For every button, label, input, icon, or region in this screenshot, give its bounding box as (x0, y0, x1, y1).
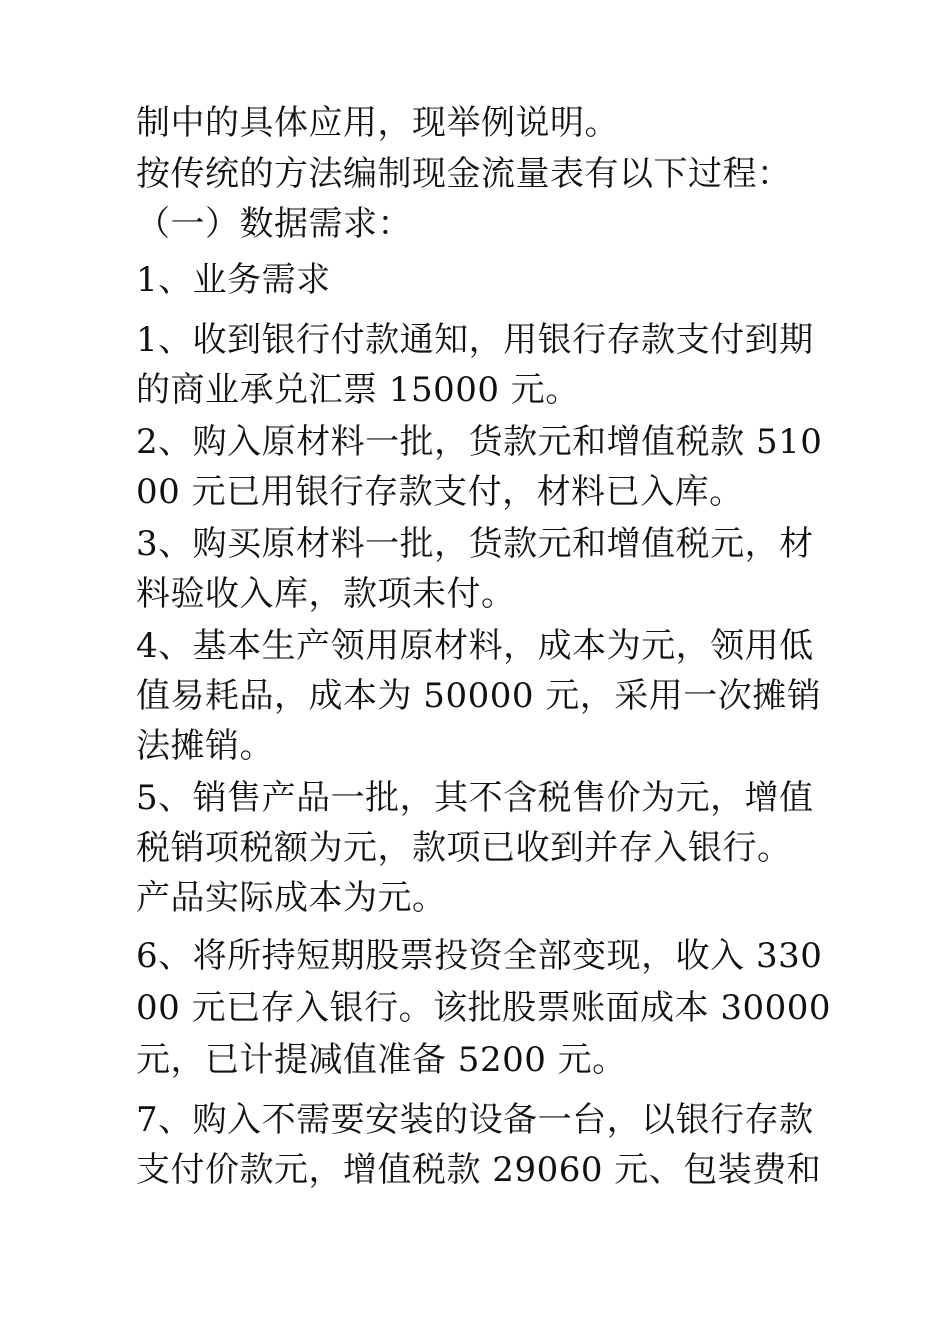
text-line: 00 元已用银行存款支付，材料已入库。 (136, 472, 744, 512)
text-line: 1、收到银行付款通知，用银行存款支付到期 (136, 320, 814, 360)
text-line: 料验收入库，款项未付。 (136, 574, 516, 614)
text-line: 3、购买原材料一批，货款元和增值税元，材 (136, 524, 814, 564)
text-line: 按传统的方法编制现金流量表有以下过程： (136, 154, 792, 194)
text-line: 法摊销。 (136, 726, 274, 766)
text-line: 4、基本生产领用原材料，成本为元，领用低 (136, 626, 814, 666)
subsection-heading: 1、业务需求 (136, 260, 331, 300)
text-line: 5、销售产品一批，其不含税售价为元，增值 (136, 778, 814, 818)
text-line: 产品实际成本为元。 (136, 878, 447, 918)
section-heading: （一）数据需求： (136, 204, 412, 244)
text-line: 的商业承兑汇票 15000 元。 (136, 370, 580, 410)
text-line: 制中的具体应用，现举例说明。 (136, 103, 619, 143)
text-line: 税销项税额为元，款项已收到并存入银行。 (136, 828, 792, 868)
text-line: 6、将所持短期股票投资全部变现，收入 330 (136, 936, 823, 976)
text-line: 2、购入原材料一批，货款元和增值税款 510 (136, 422, 823, 462)
text-line: 7、购入不需要安装的设备一台，以银行存款 (136, 1100, 814, 1140)
text-line: 元，已计提减值准备 5200 元。 (136, 1040, 627, 1080)
text-line: 支付价款元，增值税款 29060 元、包装费和 (136, 1150, 822, 1190)
text-line: 00 元已存入银行。该批股票账面成本 30000 (136, 988, 832, 1028)
text-line: 值易耗品，成本为 50000 元，采用一次摊销 (136, 676, 822, 716)
